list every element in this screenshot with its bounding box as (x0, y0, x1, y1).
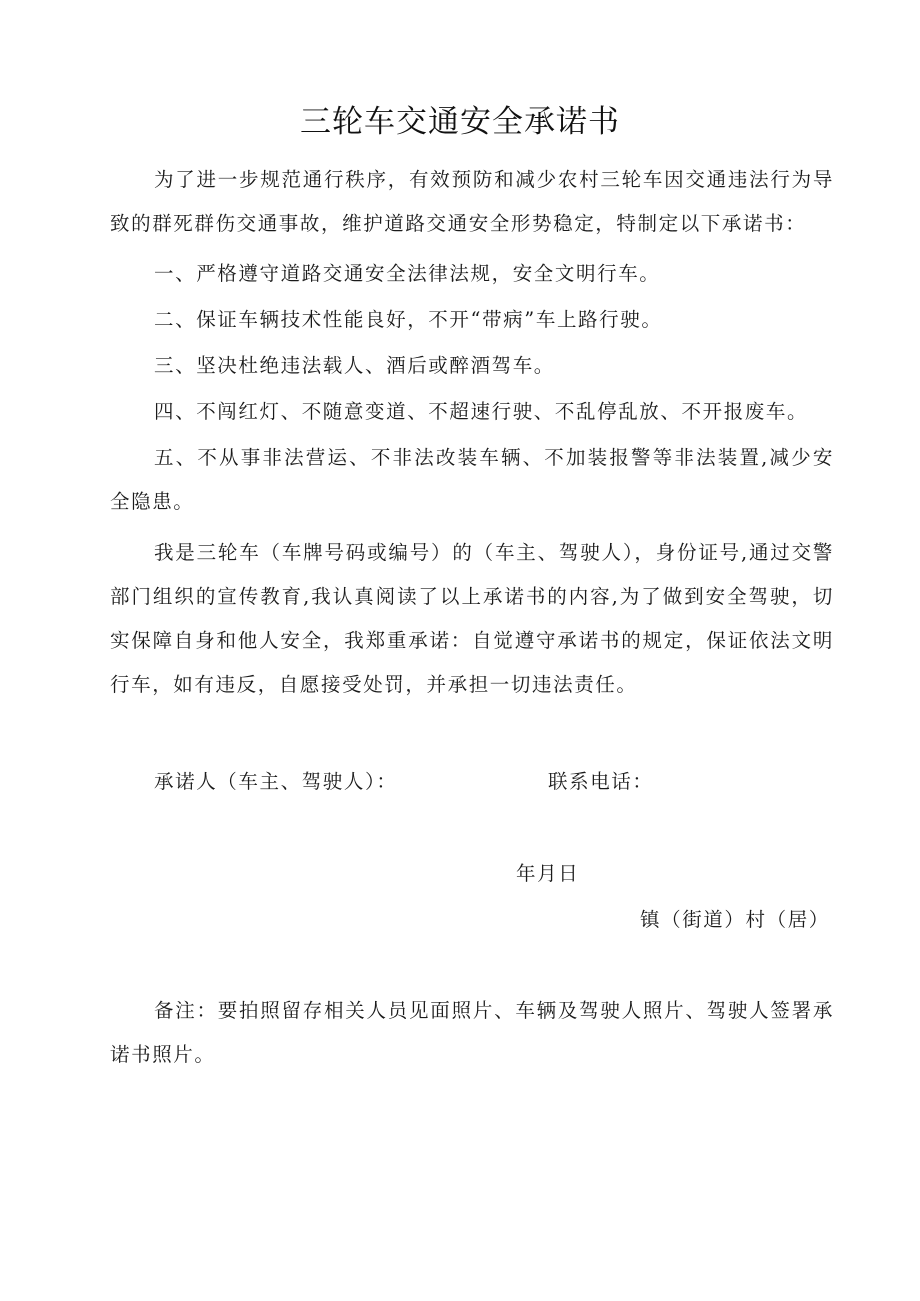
pledge-item-1: 一、严格遵守道路交通安全法律法规，安全文明行车。 (154, 262, 661, 285)
pledge-item-2: 二、保证车辆技术性能良好，不开“带病”车上路行驶。 (154, 308, 663, 331)
pledge-item-5: 五、不从事非法营运、不非法改装车辆、不加装报警等非法装置,减少安全隐患。 (110, 446, 834, 513)
document-title: 三轮车交通安全承诺书 (300, 104, 620, 140)
pledge-statement-paragraph: 我是三轮车（车牌号码或编号）的（车主、驾驶人），身份证号,通过交警部门组织的宣传教育,我认真阅读了以上承诺书的内容,为了做到安全驾驶，切实保障自身和他人安全，我郑重承诺：自觉遵守承诺书的规定，保证依法文明行车，如有违反，自愿接受处罚，并承担一切违法责任。 (110, 541, 834, 696)
phone-label: 联系电话： (548, 770, 654, 793)
pledge-item-4: 四、不闯红灯、不随意变道、不超速行驶、不乱停乱放、不开报废车。 (154, 400, 809, 423)
pledge-item-3: 三、坚决杜绝违法载人、酒后或醉酒驾车。 (154, 354, 555, 377)
location-label: 镇（街道）村（居） (640, 908, 830, 931)
intro-paragraph: 为了进一步规范通行秩序，有效预防和减少农村三轮车因交通违法行为导致的群死群伤交通事故，维护道路交通安全形势稳定，特制定以下承诺书： (110, 168, 834, 235)
date-label: 年月日 (516, 862, 580, 885)
note-paragraph: 备注：要拍照留存相关人员见面照片、车辆及驾驶人照片、驾驶人签署承诺书照片。 (110, 999, 834, 1066)
signer-label: 承诺人（车主、驾驶人）： (154, 770, 398, 793)
